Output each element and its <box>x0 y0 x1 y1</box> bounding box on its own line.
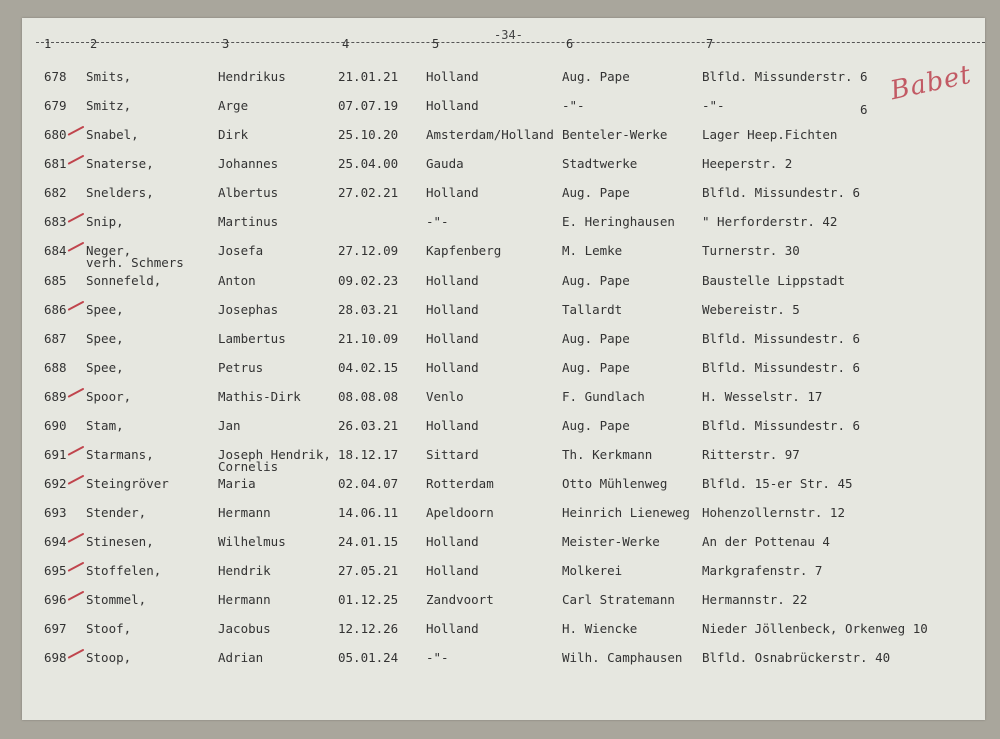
entry-number-cell: 688 <box>44 360 67 375</box>
origin-cell: Holland <box>426 360 479 375</box>
header-rule <box>36 42 985 43</box>
origin-cell: Holland <box>426 418 479 433</box>
first-name-cell: Albertus <box>218 185 279 200</box>
surname-cell: Sonnefeld, <box>86 273 162 288</box>
origin-cell: Holland <box>426 69 479 84</box>
column-header-7: 7 <box>706 37 714 51</box>
origin-cell: Holland <box>426 621 479 636</box>
red-check-mark <box>68 213 85 223</box>
address-cell: Heeperstr. 2 <box>702 156 793 171</box>
employer-cell: Aug. Pape <box>562 185 630 200</box>
first-name-cell: Josephas <box>218 302 279 317</box>
employer-cell: Benteler-Werke <box>562 127 668 142</box>
red-check-mark <box>68 562 85 572</box>
red-check-mark <box>68 591 85 601</box>
table-row <box>22 506 985 534</box>
address-cell: Blfld. Missundestr. 6 <box>702 360 861 375</box>
red-check-mark <box>68 475 85 485</box>
birth-date-cell: 12.12.26 <box>338 621 399 636</box>
address-cell: Hohenzollernstr. 12 <box>702 505 845 520</box>
surname-cell: Stoop, <box>86 650 132 665</box>
red-check-mark <box>68 533 85 543</box>
surname-cell: Stender, <box>86 505 147 520</box>
employer-cell: Meister-Werke <box>562 534 660 549</box>
employer-cell: M. Lemke <box>562 243 623 258</box>
employer-cell: H. Wiencke <box>562 621 638 636</box>
origin-cell: Holland <box>426 98 479 113</box>
surname-cell: Spee, <box>86 302 124 317</box>
table-row <box>22 593 985 621</box>
surname-cell: Stinesen, <box>86 534 154 549</box>
employer-cell: Carl Stratemann <box>562 592 675 607</box>
table-row <box>22 244 985 272</box>
employer-cell: Aug. Pape <box>562 69 630 84</box>
employer-cell: Molkerei <box>562 563 623 578</box>
address-cell: Turnerstr. 30 <box>702 243 800 258</box>
entry-number-cell: 687 <box>44 331 67 346</box>
entry-number-cell: 695 <box>44 563 67 578</box>
employer-cell: F. Gundlach <box>562 389 645 404</box>
page-number: -34- <box>494 28 523 42</box>
red-check-mark <box>68 446 85 456</box>
surname-cell: Snelders, <box>86 185 154 200</box>
employer-cell: -"- <box>562 98 585 113</box>
table-row <box>22 361 985 389</box>
birth-date-cell: 27.12.09 <box>338 243 399 258</box>
origin-cell: Venlo <box>426 389 464 404</box>
birth-date-cell: 18.12.17 <box>338 447 399 462</box>
table-row <box>22 70 985 98</box>
address-cell: Blfld. Missunderstr. 6 <box>702 69 868 84</box>
birth-date-cell: 04.02.15 <box>338 360 399 375</box>
address-cell: Baustelle Lippstadt <box>702 273 845 288</box>
document-page <box>22 18 985 720</box>
first-name-cell: Mathis-Dirk <box>218 389 301 404</box>
address-suffix: 6 <box>860 102 868 117</box>
employer-cell: Otto Mühlenweg <box>562 476 668 491</box>
origin-cell: Sittard <box>426 447 479 462</box>
entry-number-cell: 691 <box>44 447 67 462</box>
employer-cell: Wilh. Camphausen <box>562 650 683 665</box>
entry-number-cell: 696 <box>44 592 67 607</box>
table-row <box>22 651 985 679</box>
table-row <box>22 157 985 185</box>
birth-date-cell: 21.01.21 <box>338 69 399 84</box>
birth-date-cell: 27.02.21 <box>338 185 399 200</box>
entry-number-cell: 690 <box>44 418 67 433</box>
origin-cell: Holland <box>426 185 479 200</box>
entry-number-cell: 698 <box>44 650 67 665</box>
first-name-cell: Maria <box>218 476 256 491</box>
first-name-cell: Arge <box>218 98 249 113</box>
column-header-4: 4 <box>342 37 350 51</box>
first-name-second-line: Cornelis <box>218 459 279 474</box>
address-cell: " Herforderstr. 42 <box>702 214 838 229</box>
entry-number-cell: 680 <box>44 127 67 142</box>
table-row <box>22 303 985 331</box>
first-name-cell: Hendrikus <box>218 69 286 84</box>
birth-date-cell: 28.03.21 <box>338 302 399 317</box>
surname-cell: Neger, <box>86 243 132 258</box>
first-name-cell: Anton <box>218 273 256 288</box>
entry-number-cell: 684 <box>44 243 67 258</box>
address-cell: Markgrafenstr. 7 <box>702 563 823 578</box>
employer-cell: Aug. Pape <box>562 331 630 346</box>
table-row <box>22 186 985 214</box>
employer-cell: Aug. Pape <box>562 360 630 375</box>
birth-date-cell: 27.05.21 <box>338 563 399 578</box>
origin-cell: Holland <box>426 534 479 549</box>
surname-cell: Snabel, <box>86 127 139 142</box>
address-cell: -"- <box>702 98 725 113</box>
table-row <box>22 419 985 447</box>
origin-cell: Holland <box>426 273 479 288</box>
employer-cell: E. Heringhausen <box>562 214 675 229</box>
address-cell: Webereistr. 5 <box>702 302 800 317</box>
birth-date-cell: 05.01.24 <box>338 650 399 665</box>
first-name-cell: Petrus <box>218 360 264 375</box>
origin-cell: Kapfenberg <box>426 243 502 258</box>
table-row <box>22 332 985 360</box>
birth-date-cell: 01.12.25 <box>338 592 399 607</box>
first-name-cell: Josefa <box>218 243 264 258</box>
birth-date-cell: 21.10.09 <box>338 331 399 346</box>
origin-cell: Zandvoort <box>426 592 494 607</box>
first-name-cell: Dirk <box>218 127 249 142</box>
birth-date-cell: 07.07.19 <box>338 98 399 113</box>
red-check-mark <box>68 649 85 659</box>
employer-cell: Aug. Pape <box>562 273 630 288</box>
birth-date-cell: 26.03.21 <box>338 418 399 433</box>
address-cell: Blfld. Missundestr. 6 <box>702 185 861 200</box>
origin-cell: Gauda <box>426 156 464 171</box>
surname-cell: Smits, <box>86 69 132 84</box>
first-name-cell: Jan <box>218 418 241 433</box>
address-cell: Nieder Jöllenbeck, Orkenweg 10 <box>702 621 928 636</box>
entry-number-cell: 694 <box>44 534 67 549</box>
origin-cell: Rotterdam <box>426 476 494 491</box>
entry-number-cell: 678 <box>44 69 67 84</box>
table-row <box>22 622 985 650</box>
birth-date-cell: 25.10.20 <box>338 127 399 142</box>
first-name-cell: Lambertus <box>218 331 286 346</box>
column-header-1: 1 <box>44 37 52 51</box>
address-cell: Blfld. Osnabrückerstr. 40 <box>702 650 891 665</box>
surname-cell: Stam, <box>86 418 124 433</box>
surname-cell: Spee, <box>86 360 124 375</box>
address-cell: Ritterstr. 97 <box>702 447 800 462</box>
address-cell: An der Pottenau 4 <box>702 534 830 549</box>
first-name-cell: Hendrik <box>218 563 271 578</box>
entry-number-cell: 679 <box>44 98 67 113</box>
employer-cell: Aug. Pape <box>562 418 630 433</box>
surname-cell: Stommel, <box>86 592 147 607</box>
entry-number-cell: 689 <box>44 389 67 404</box>
entry-number-cell: 693 <box>44 505 67 520</box>
birth-date-cell: 09.02.23 <box>338 273 399 288</box>
table-row <box>22 390 985 418</box>
origin-cell: Apeldoorn <box>426 505 494 520</box>
table-row <box>22 448 985 476</box>
surname-cell: Snip, <box>86 214 124 229</box>
red-check-mark <box>68 126 85 136</box>
surname-cell: Starmans, <box>86 447 154 462</box>
address-cell: Lager Heep.Fichten <box>702 127 838 142</box>
surname-cell: Snaterse, <box>86 156 154 171</box>
employer-cell: Th. Kerkmann <box>562 447 653 462</box>
address-cell: Blfld. 15-er Str. 45 <box>702 476 853 491</box>
origin-cell: Holland <box>426 563 479 578</box>
entry-number-cell: 685 <box>44 273 67 288</box>
surname-second-line: verh. Schmers <box>86 255 184 270</box>
surname-cell: Stoffelen, <box>86 563 162 578</box>
first-name-cell: Jacobus <box>218 621 271 636</box>
birth-date-cell: 25.04.00 <box>338 156 399 171</box>
birth-date-cell: 02.04.07 <box>338 476 399 491</box>
birth-date-cell: 24.01.15 <box>338 534 399 549</box>
surname-cell: Spoor, <box>86 389 132 404</box>
table-row <box>22 99 985 127</box>
table-row <box>22 535 985 563</box>
origin-cell: Holland <box>426 331 479 346</box>
entry-number-cell: 683 <box>44 214 67 229</box>
address-cell: Blfld. Missundestr. 6 <box>702 418 861 433</box>
address-cell: H. Wesselstr. 17 <box>702 389 823 404</box>
address-cell: Blfld. Missundestr. 6 <box>702 331 861 346</box>
column-header-6: 6 <box>566 37 574 51</box>
first-name-cell: Martinus <box>218 214 279 229</box>
origin-cell: Holland <box>426 302 479 317</box>
employer-cell: Stadtwerke <box>562 156 638 171</box>
table-row <box>22 564 985 592</box>
column-header-2: 2 <box>90 37 98 51</box>
red-check-mark <box>68 155 85 165</box>
red-check-mark <box>68 301 85 311</box>
red-check-mark <box>68 388 85 398</box>
table-row <box>22 215 985 243</box>
handwritten-annotation: Babet <box>887 59 975 107</box>
employer-cell: Heinrich Lieneweg <box>562 505 690 520</box>
origin-cell: Amsterdam/Holland <box>426 127 554 142</box>
entry-number-cell: 692 <box>44 476 67 491</box>
first-name-cell: Hermann <box>218 505 271 520</box>
table-row <box>22 128 985 156</box>
origin-cell: -"- <box>426 214 449 229</box>
birth-date-cell: 14.06.11 <box>338 505 399 520</box>
table-row <box>22 477 985 505</box>
entry-number-cell: 697 <box>44 621 67 636</box>
column-header-3: 3 <box>222 37 230 51</box>
table-row <box>22 274 985 302</box>
first-name-cell: Hermann <box>218 592 271 607</box>
employer-cell: Tallardt <box>562 302 623 317</box>
first-name-cell: Adrian <box>218 650 264 665</box>
entry-number-cell: 682 <box>44 185 67 200</box>
surname-cell: Steingröver <box>86 476 169 491</box>
address-cell: Hermannstr. 22 <box>702 592 808 607</box>
surname-cell: Stoof, <box>86 621 132 636</box>
surname-cell: Smitz, <box>86 98 132 113</box>
red-check-mark <box>68 242 85 252</box>
first-name-cell: Johannes <box>218 156 279 171</box>
surname-cell: Spee, <box>86 331 124 346</box>
first-name-cell: Joseph Hendrik, <box>218 447 331 462</box>
origin-cell: -"- <box>426 650 449 665</box>
column-header-5: 5 <box>432 37 440 51</box>
first-name-cell: Wilhelmus <box>218 534 286 549</box>
entry-number-cell: 686 <box>44 302 67 317</box>
entry-number-cell: 681 <box>44 156 67 171</box>
birth-date-cell: 08.08.08 <box>338 389 399 404</box>
